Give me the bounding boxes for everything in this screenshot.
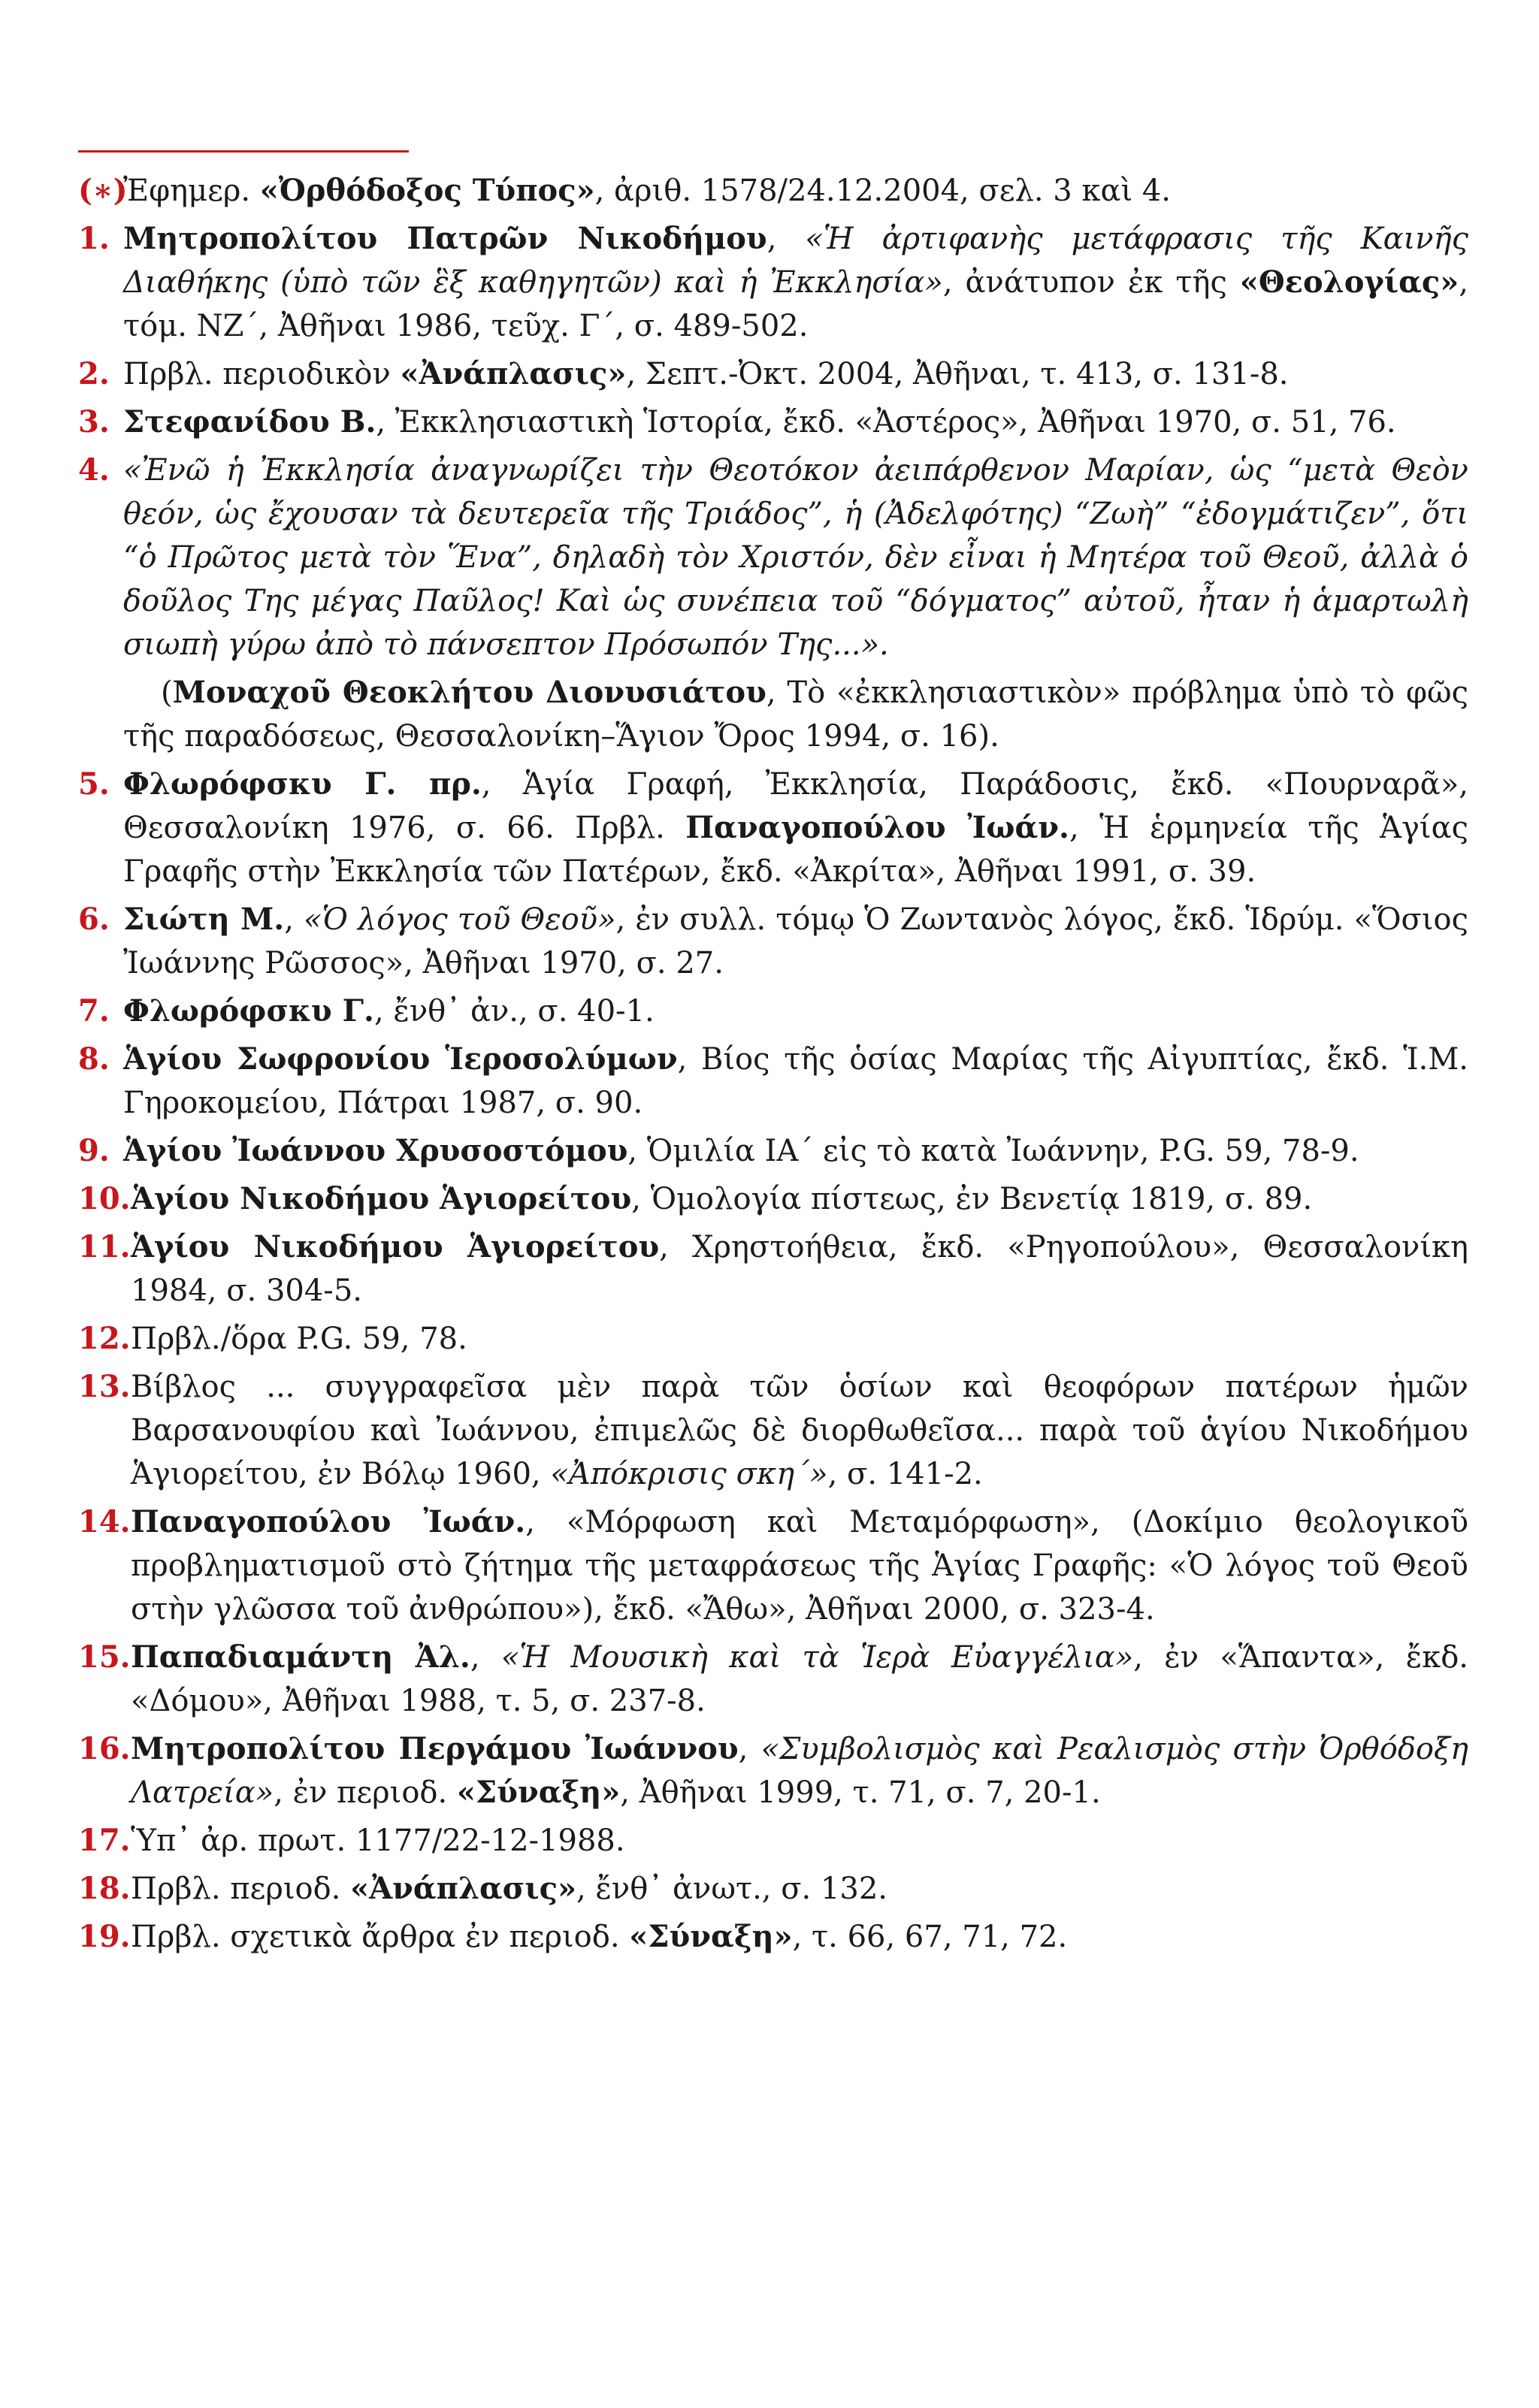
footnote — [78, 352, 1468, 396]
author-name: «Ὀρθόδοξος Τύπος» — [259, 173, 595, 208]
citation-text: , Ὁμιλία ΙΑ΄ εἰς τὸ κατὰ Ἰωάννην, P.G. 59, 78-9. — [627, 1134, 1359, 1168]
footnote — [78, 449, 1468, 666]
citation-text: , ἐν περιοδ. — [274, 1775, 457, 1810]
citation-text: , Σεπτ.-Ὀκτ. 2004, Ἀθῆναι, τ. 413, σ. 131-8. — [626, 357, 1289, 391]
footnote-number: 8. — [78, 1041, 110, 1077]
author-name: Φλωρόφσκυ Γ. — [123, 993, 374, 1029]
author-name: Στεφανίδου Β. — [123, 404, 376, 440]
footnote-number: 11. — [78, 1229, 131, 1264]
citation-text: , — [470, 1640, 501, 1675]
footnote-number: 5. — [78, 766, 110, 802]
footnote-continuation — [78, 671, 1468, 758]
footnote — [78, 1727, 1468, 1814]
citation-text: , «Μόρφωση καὶ Μεταμόρφωση», (Δοκίμιο θεολογικοῦ προβληματισμοῦ στὸ ζήτημα τῆς μεταφράσεως τῆς Ἁγίας Γραφῆς: «Ὁ λόγος τοῦ Θεοῦ στὴν γλῶσσα τοῦ ἀνθρώπου»), ἔκδ. «Ἄθω», Ἀθῆναι 2000, σ. 323-4. — [131, 1505, 1469, 1627]
citation-text: Βίβλος ... συγγραφεῖσα μὲν παρὰ τῶν ὁσίων καὶ θεοφόρων πατέρων ἡμῶν Βαρσανουφίου καὶ Ἰωάννου, ἐπιμελῶς δὲ διορθωθεῖσα... παρὰ τοῦ ἁγίου Νικοδήμου Ἁγιορείτου, ἐν Βόλῳ 1960, — [131, 1370, 1468, 1491]
citation-text: , Ὁμολογία πίστεως, ἐν Βενετίᾳ 1819, σ. 89. — [631, 1182, 1313, 1216]
citation-text: , ἔνθ᾽ ἀν., σ. 40-1. — [373, 994, 655, 1029]
citation-text: , Ἐκκλησιαστικὴ Ἱστορία, ἔκδ. «Ἀστέρος», Ἀθῆναι 1970, σ. 51, 76. — [376, 405, 1396, 440]
citation-text: Ὑπ᾽ ἀρ. πρωτ. 1177/22-12-1988. — [131, 1823, 625, 1858]
author-name: «Ἀνάπλασις» — [350, 1871, 576, 1906]
author-name: Ἁγίου Ἰωάννου Χρυσοστόμου — [123, 1133, 628, 1168]
footnote — [78, 1038, 1468, 1125]
citation-text: , Χρηστοήθεια, ἔκδ. «Ρηγοπούλου», Θεσσαλονίκη 1984, σ. 304-5. — [131, 1230, 1468, 1308]
citation-text: , ἐν συλλ. τόμῳ Ὁ Ζωντανὸς λόγος, ἔκδ. Ἱδρύμ. «Ὅσιος Ἰωάννης Ρῶσσος», Ἀθῆναι 1970, σ. 27. — [123, 902, 1468, 980]
author-name: Παναγοπούλου Ἰωάν. — [131, 1504, 526, 1539]
citation-text: Πρβλ. σχετικὰ ἄρθρα ἐν περιοδ. — [131, 1920, 630, 1954]
author-name: Σιώτη Μ. — [123, 902, 285, 937]
footnote — [78, 1129, 1468, 1173]
footnote-number: 19. — [78, 1919, 131, 1954]
citation-text: , — [738, 1732, 761, 1766]
author-name: «Σύναξη» — [629, 1919, 793, 1954]
footnote-number: 6. — [78, 902, 110, 937]
footnote — [78, 1636, 1468, 1723]
citation-text: , Ἁγία Γραφή, Ἐκκλησία, Παράδοσις, ἔκδ. «Πουρναρᾶ», Θεσσαλονίκη 1976, σ. 66. Πρβλ. — [123, 767, 1468, 845]
author-name: Παναγοπούλου Ἰωάν. — [685, 810, 1069, 845]
footnote-number: 15. — [78, 1639, 131, 1675]
author-name: Ἁγίου Νικοδήμου Ἁγιορείτου — [131, 1229, 660, 1264]
footnote — [78, 1365, 1468, 1496]
author-name: «Σύναξη» — [456, 1775, 621, 1810]
citation-text: , σ. 141-2. — [827, 1457, 983, 1491]
author-name: «Θεολογίας» — [1239, 264, 1459, 300]
footnote-number: 16. — [78, 1731, 131, 1766]
footnote-number: 2. — [78, 356, 110, 391]
footnote-number: 14. — [78, 1504, 131, 1539]
footnote-number: 7. — [78, 993, 110, 1029]
citation-text: , τ. 66, 67, 71, 72. — [792, 1920, 1068, 1954]
citation-text: , Τὸ «ἐκκλησιαστικὸν» πρόβλημα ὑπὸ τὸ φῶς τῆς παραδόσεως, Θεσσαλονίκη–Ἅγιον Ὄρος 1994, σ. 16). — [123, 675, 1468, 754]
author-name: Μητροπολίτου Περγάμου Ἰωάννου — [131, 1731, 739, 1766]
footnotes-page — [78, 150, 1468, 1963]
footnote — [78, 1225, 1468, 1313]
footnote — [78, 169, 1468, 213]
citation-text: Πρβλ. περιοδ. — [131, 1872, 351, 1906]
citation-text: , ἐν «Ἅπαντα», ἔκδ. «Δόμου», Ἀθῆναι 1988, τ. 5, σ. 237-8. — [131, 1640, 1468, 1718]
author-name: Ἁγίου Νικοδήμου Ἁγιορείτου — [131, 1181, 632, 1216]
footnote — [78, 763, 1468, 893]
footnote — [78, 400, 1468, 444]
author-name: Μοναχοῦ Θεοκλήτου Διονυσιάτου — [172, 675, 766, 710]
citation-text: ( — [161, 675, 173, 710]
citation-text: , Ἡ ἑρμηνεία τῆς Ἁγίας Γραφῆς στὴν Ἐκκλησία τῶν Πατέρων, ἔκδ. «Ἀκρίτα», Ἀθῆναι 1991, σ. 39. — [123, 811, 1469, 889]
footnote — [78, 1500, 1468, 1631]
footnote-number: 18. — [78, 1871, 131, 1906]
quoted-title: «Ἐνῶ ἡ Ἐκκλησία ἀναγνωρίζει τὴν Θεοτόκον ἀειπάρθενον Μαρίαν, ὡς “μετὰ Θεὸν θεόν, ὡς ἔχουσαν τὰ δευτερεῖα τῆς Τριάδος”, ἡ (Ἀδελφότης) “Ζωὴ” “ἐδογμάτιζεν”, ὅτι “ὁ Πρῶτος μετὰ τὸν Ἕνα”, δηλαδὴ τὸν Χριστόν, δὲν εἶναι ἡ Μητέρα τοῦ Θεοῦ, ἀλλὰ ὁ δοῦλος Της μέγας Παῦλος! Καὶ ὡς συνέπεια τοῦ “δόγματος” αὐτοῦ, ἦταν ἡ ἁμαρτωλὴ σιωπὴ γύρω ἀπὸ τὸ πάνσεπτον Πρόσωπόν Της...». — [123, 453, 1468, 662]
citation-text: Ἐφημερ. — [123, 174, 260, 208]
footnote — [78, 898, 1468, 985]
footnote — [78, 1915, 1468, 1959]
author-name: Παπαδιαμάντη Ἀλ. — [131, 1639, 470, 1675]
author-name: «Ἀνάπλασις» — [400, 356, 627, 391]
footnote — [78, 989, 1468, 1033]
footnote-number: 17. — [78, 1823, 131, 1858]
footnote-list — [78, 169, 1468, 1959]
footnote-number: 4. — [78, 452, 110, 488]
citation-text: Πρβλ. περιοδικὸν — [123, 357, 401, 391]
footnote — [78, 1819, 1468, 1863]
footnote-number: 9. — [78, 1133, 110, 1168]
citation-text: , Βίος τῆς ὁσίας Μαρίας τῆς Αἰγυπτίας, ἔκδ. Ἱ.Μ. Γηροκομείου, Πάτραι 1987, σ. 90. — [123, 1042, 1469, 1120]
quoted-title: «Ἀπόκρισις σκη΄» — [550, 1457, 828, 1491]
quoted-title: «Ἡ Μουσικὴ καὶ τὰ Ἱερὰ Εὐαγγέλια» — [500, 1640, 1134, 1675]
footnote-number: 3. — [78, 404, 110, 440]
quoted-title: «Συμβολισμὸς καὶ Ρεαλισμὸς στὴν Ὀρθόδοξη Λατρεία» — [131, 1732, 1469, 1810]
quoted-title: «Ἡ ἀρτιφανὴς μετάφρασις τῆς Καινῆς Διαθήκης (ὑπὸ τῶν ἓξ καθηγητῶν) καὶ ἡ Ἐκκλησία» — [123, 222, 1468, 300]
citation-text: , ἀριθ. 1578/24.12.2004, σελ. 3 καὶ 4. — [594, 174, 1172, 208]
quoted-title: «Ὁ λόγος τοῦ Θεοῦ» — [304, 902, 616, 937]
author-name: Φλωρόφσκυ Γ. πρ. — [123, 766, 482, 802]
citation-text: , ἔνθ᾽ ἀνωτ., σ. 132. — [576, 1872, 888, 1906]
author-name: Ἁγίου Σωφρονίου Ἱεροσολύμων — [123, 1041, 678, 1077]
citation-text: , τόμ. ΝΖ΄, Ἀθῆναι 1986, τεῦχ. Γ΄, σ. 489-502. — [123, 265, 1468, 343]
footnote-number: 10. — [78, 1181, 131, 1216]
footnote — [78, 1867, 1468, 1911]
author-name: Μητροπολίτου Πατρῶν Νικοδήμου — [123, 221, 767, 256]
footnote-number: (∗) — [78, 173, 128, 208]
footnote-number: 13. — [78, 1369, 131, 1404]
citation-text: , — [284, 902, 304, 937]
footnote-rule — [78, 150, 409, 153]
footnote — [78, 217, 1468, 348]
citation-text: , Ἀθῆναι 1999, τ. 71, σ. 7, 20-1. — [620, 1775, 1101, 1810]
footnote-number: 12. — [78, 1321, 131, 1356]
citation-text: , — [766, 222, 806, 256]
footnote — [78, 1317, 1468, 1361]
footnote-number: 1. — [78, 221, 110, 256]
citation-text: Πρβλ./ὅρα P.G. 59, 78. — [131, 1322, 467, 1356]
footnote — [78, 1177, 1468, 1221]
citation-text: , ἀνάτυπον ἐκ τῆς — [942, 265, 1240, 300]
